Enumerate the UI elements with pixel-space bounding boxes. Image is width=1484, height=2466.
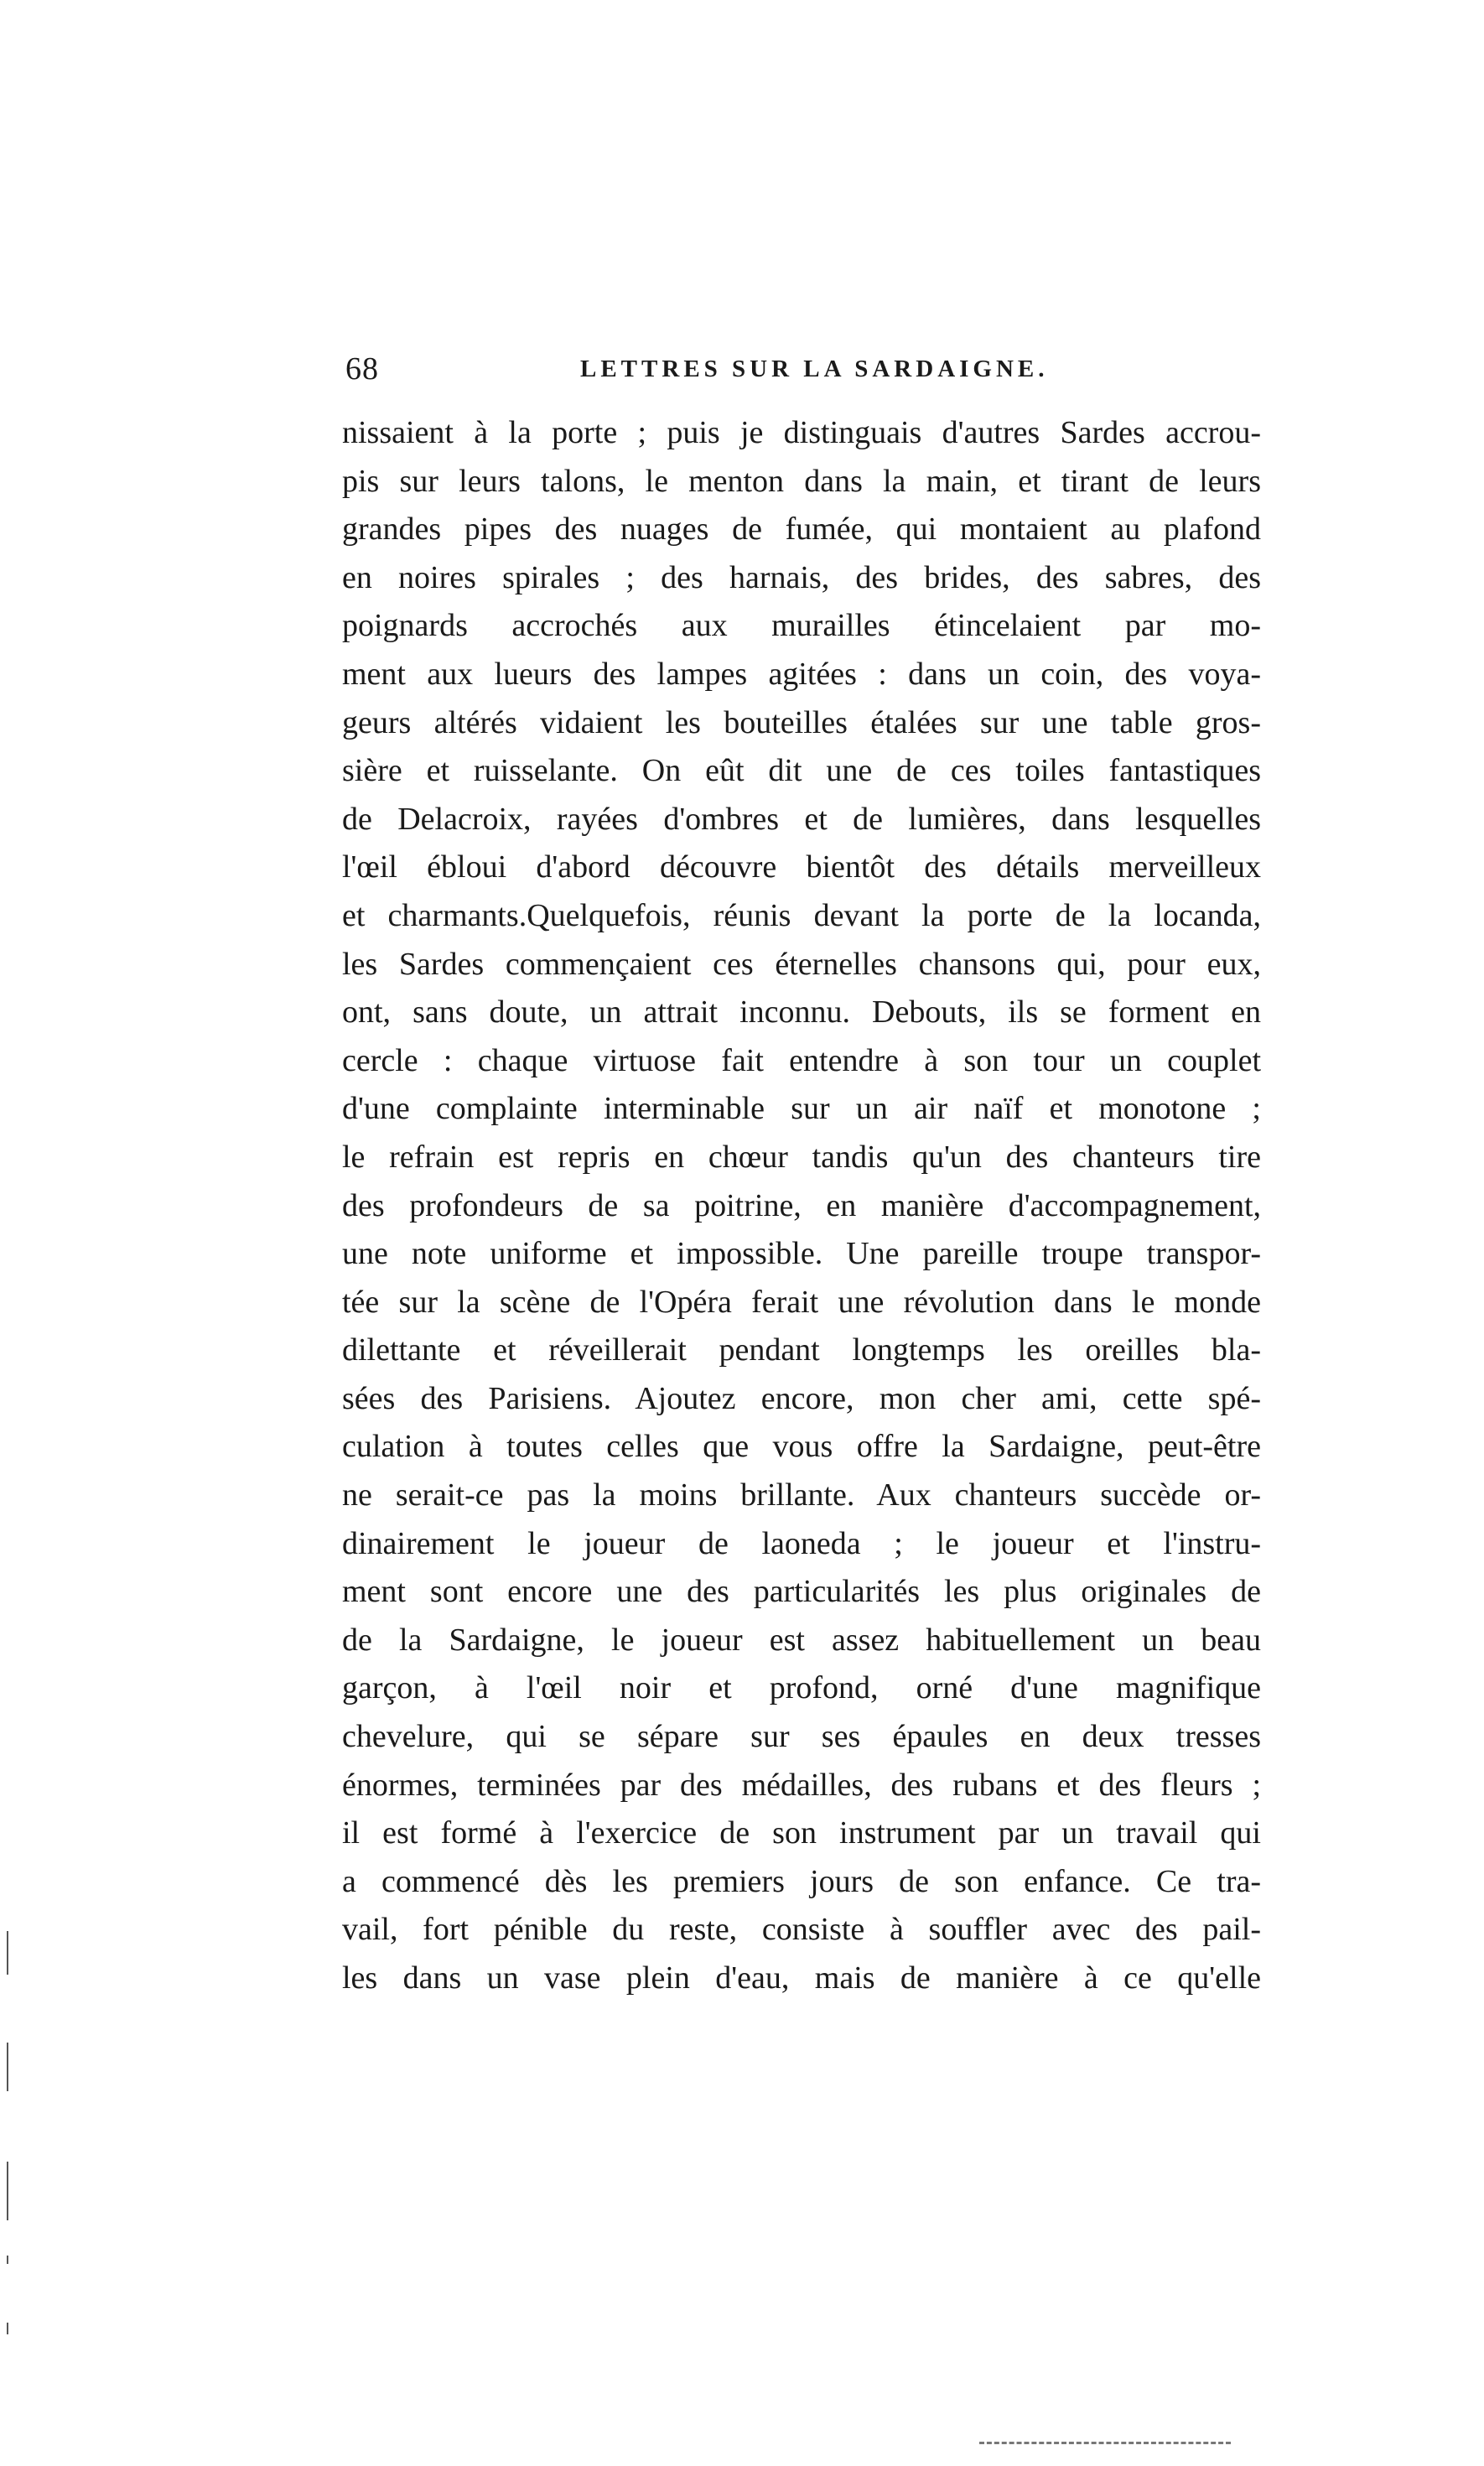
text-line: de la Sardaigne, le joueur est assez habituellement un beau — [342, 1622, 1261, 1658]
text-line: une note uniforme et impossible. Une pareille troupe transpor- — [342, 1236, 1261, 1272]
running-title: LETTRES SUR LA SARDAIGNE. — [580, 356, 1049, 382]
text-line: poignards accrochés aux murailles étincelaient par mo- — [342, 608, 1261, 644]
text-line: l'œil ébloui d'abord découvre bientôt des détails merveilleux — [342, 849, 1261, 885]
text-line: garçon, à l'œil noir et profond, orné d'une magnifique — [342, 1670, 1261, 1706]
text-line: culation à toutes celles que vous offre la Sardaigne, peut-être — [342, 1429, 1261, 1465]
text-line: ment aux lueurs des lampes agitées : dans un coin, des voya- — [342, 656, 1261, 692]
scan-margin-mark — [7, 2043, 8, 2091]
text-line: cercle : chaque virtuose fait entendre à son tour un couplet — [342, 1042, 1261, 1078]
text-line: chevelure, qui se sépare sur ses épaules en deux tresses — [342, 1719, 1261, 1755]
text-line: dilettante et réveillerait pendant longtemps les oreilles bla- — [342, 1332, 1261, 1368]
text-line: en noires spirales ; des harnais, des brides, des sabres, des — [342, 559, 1261, 595]
text-line: dinairement le joueur de laoneda ; le joueur et l'instru- — [342, 1525, 1261, 1561]
text-line: tée sur la scène de l'Opéra ferait une révolution dans le monde — [342, 1284, 1261, 1320]
scan-margin-mark — [7, 2256, 8, 2264]
text-line: sées des Parisiens. Ajoutez encore, mon cher ami, cette spé- — [342, 1380, 1261, 1416]
text-line: les Sardes commençaient ces éternelles chansons qui, pour eux, — [342, 946, 1261, 982]
text-line: geurs altérés vidaient les bouteilles étalées sur une table gros- — [342, 704, 1261, 740]
scan-margin-mark — [7, 2323, 8, 2334]
text-line: vail, fort pénible du reste, consiste à souffler avec des pail- — [342, 1912, 1261, 1948]
text-line: nissaient à la porte ; puis je distinguais d'autres Sardes accrou- — [342, 415, 1261, 450]
text-line: d'une complainte interminable sur un air naïf et monotone ; — [342, 1091, 1261, 1127]
text-line: les dans un vase plein d'eau, mais de manière à ce qu'elle — [342, 1960, 1261, 1996]
page-number: 68 — [345, 351, 379, 387]
text-line: grandes pipes des nuages de fumée, qui montaient au plafond — [342, 511, 1261, 548]
scan-margin-mark — [7, 2162, 8, 2220]
text-line: pis sur leurs talons, le menton dans la main, et tirant de leurs — [342, 463, 1261, 499]
text-line: de Delacroix, rayées d'ombres et de lumières, dans lesquelles — [342, 801, 1261, 837]
page-header — [345, 350, 1261, 401]
body-text — [342, 409, 1261, 2003]
scan-footer-dashes — [979, 2442, 1231, 2448]
text-line: a commencé dès les premiers jours de son enfance. Ce tra- — [342, 1863, 1261, 1899]
text-line: sière et ruisselante. On eût dit une de ces toiles fantastiques — [342, 753, 1261, 789]
text-line: le refrain est repris en chœur tandis qu'un des chanteurs tire — [342, 1139, 1261, 1175]
text-line: ment sont encore une des particularités les plus originales de — [342, 1574, 1261, 1610]
text-line: des profondeurs de sa poitrine, en manière d'accompagnement, — [342, 1187, 1261, 1223]
text-line: ne serait-ce pas la moins brillante. Aux chanteurs succède or- — [342, 1477, 1261, 1513]
text-line: ont, sans doute, un attrait inconnu. Debouts, ils se forment en — [342, 994, 1261, 1031]
scan-margin-mark — [7, 1931, 8, 1975]
text-line: et charmants.Quelquefois, réunis devant la porte de la locanda, — [342, 897, 1261, 933]
text-line: énormes, terminées par des médailles, des rubans et des fleurs ; — [342, 1767, 1261, 1803]
text-line: il est formé à l'exercice de son instrument par un travail qui — [342, 1815, 1261, 1851]
